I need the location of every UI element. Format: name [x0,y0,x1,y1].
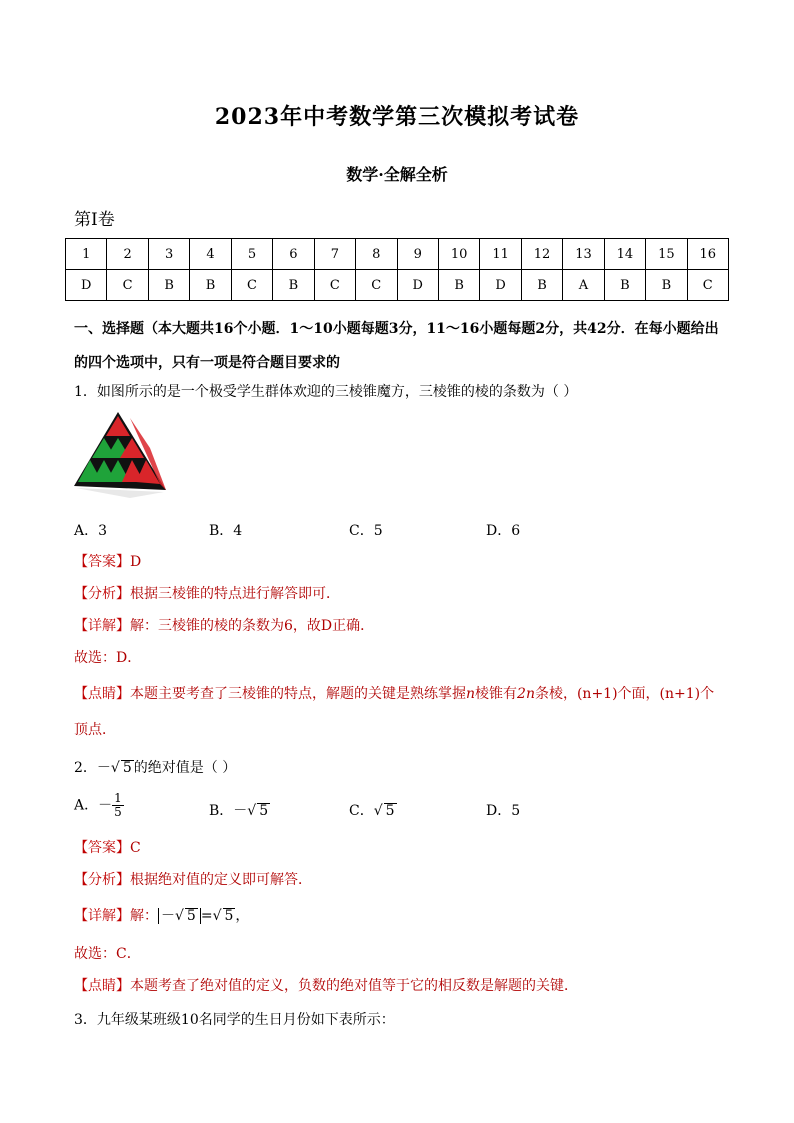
q1-option-c: C．5 [349,523,383,539]
q2-option-a-minus: － [98,797,113,814]
answer-table-answer-cell: B [604,270,645,301]
q3-stem: 3．九年级某班级10名同学的生日月份如下表所示： [74,1012,395,1028]
detail-text: 解：三棱锥的棱的条数为6，故D正确． [130,618,375,634]
q1-detail [74,616,374,636]
comment-n-plus-1-b: (n+1) [659,686,701,702]
q2-option-b [209,800,270,820]
abs-minus: － [161,908,175,924]
answer-table-number-cell: 11 [480,239,521,270]
result-radicand: 5 [224,908,234,924]
volume-label: 第Ⅰ卷 [74,210,115,230]
detail-end: ， [235,908,250,924]
answer-table-answer-cell: B [521,270,562,301]
equals-sign: = [200,908,213,924]
answer-table-number-cell: 10 [438,239,479,270]
answer-value: D [130,554,142,570]
q2-option-c [349,800,397,820]
sqrt-icon: √ [373,803,383,819]
answer-table-answer-cell: D [66,270,107,301]
abs-value-expression [158,908,201,924]
q2-stem [74,758,236,778]
q2-answer [74,838,141,858]
comment-text-g: 个 [700,686,715,702]
q1-option-b: B．4 [209,523,243,539]
answer-table-number-cell: 7 [314,239,355,270]
fraction-numerator: 1 [114,791,122,805]
answer-table-number-cell: 2 [107,239,148,270]
q1-comment-end: 顶点． [74,722,116,738]
answer-value: C [130,840,141,856]
answer-table-number-cell: 4 [190,239,231,270]
comment-text-b: 棱锥有 [475,686,518,702]
q2-option-b-radicand: 5 [259,803,269,819]
q2-stem-radicand: 5 [122,760,132,776]
q2-option-d: D．5 [486,803,521,819]
q2-option-a-fraction [112,792,124,819]
answer-table-answer-cell: B [438,270,479,301]
answer-table-answer-cell: C [231,270,272,301]
q2-choose: 故选：C． [74,946,141,962]
answer-table-number-cell: 6 [273,239,314,270]
section-heading-line1: 一、选择题（本大题共16个小题．1～10小题每题3分，11～16小题每题2分，共42分．在每小题给出 [74,321,719,337]
q2-option-b-label: B．－ [209,803,248,819]
answer-tag: 【答案】 [74,554,130,570]
comment-text: 本题考查了绝对值的定义，负数的绝对值等于它的相反数是解题的关键． [130,978,578,994]
analysis-tag: 【分析】 [74,872,130,888]
sqrt-icon: √ [110,760,120,776]
page-title: 2023年中考数学第三次模拟考试卷 [214,104,580,130]
q2-analysis [74,870,312,890]
q1-choose: 故选：D． [74,650,142,666]
q1-answer [74,552,141,572]
detail-tag: 【详解】 [74,908,130,924]
q2-option-c-radicand: 5 [385,803,395,819]
q1-option-d: D．6 [486,523,521,539]
q2-comment [74,976,578,996]
answer-table-number-cell: 8 [356,239,397,270]
q1-comment [74,684,714,704]
comment-text-e: 个面， [617,686,660,702]
fraction-denominator: 5 [114,805,122,819]
answer-table-numbers-row [66,239,729,270]
detail-tag: 【详解】 [74,618,130,634]
answer-table-answer-cell: D [480,270,521,301]
comment-text-a: 本题主要考查了三棱锥的特点，解题的关键是熟练掌握 [130,686,466,702]
comment-n: n [466,686,476,702]
comment-tag: 【点睛】 [74,686,130,702]
answer-table-answer-cell: B [646,270,687,301]
abs-radicand: 5 [186,908,196,924]
answer-table-number-cell: 16 [687,239,728,270]
q2-option-c-label: C． [349,803,374,819]
sqrt-icon: √ [247,803,257,819]
answer-table-number-cell: 15 [646,239,687,270]
comment-text-c: 条棱， [534,686,577,702]
answer-table-answer-cell: A [563,270,604,301]
q1-stem: 1．如图所示的是一个极受学生群体欢迎的三棱锥魔方，三棱锥的棱的条数为（ ） [74,384,578,400]
analysis-text: 根据三棱锥的特点进行解答即可． [130,586,340,602]
sqrt-icon: √ [212,908,222,924]
answer-table-number-cell: 14 [604,239,645,270]
q2-option-a-label: A． [74,797,99,814]
page-subtitle: 数学·全解全析 [346,165,448,184]
answer-table-answer-cell: C [356,270,397,301]
analysis-tag: 【分析】 [74,586,130,602]
answer-table-answer-cell: C [107,270,148,301]
answer-table-answer-cell: B [190,270,231,301]
q1-option-a: A．3 [74,523,108,539]
answer-table-number-cell: 3 [148,239,189,270]
answer-table-number-cell: 13 [563,239,604,270]
q2-detail [74,906,249,926]
analysis-text: 根据绝对值的定义即可解答． [130,872,312,888]
q2-option-a [74,792,124,819]
answer-table-number-cell: 9 [397,239,438,270]
detail-prefix: 解： [130,908,158,924]
sqrt-icon: √ [175,908,184,924]
q2-stem-prefix: 2． [74,760,97,776]
answer-table-answer-cell: B [273,270,314,301]
answer-table-answer-cell: D [397,270,438,301]
q1-analysis [74,584,340,604]
q2-stem-minus: － [96,760,111,776]
answer-table-number-cell: 5 [231,239,272,270]
answer-table-number-cell: 12 [521,239,562,270]
pyraminx-image [70,408,170,500]
answer-table-answer-cell: C [314,270,355,301]
comment-n-plus-1-a: (n+1) [576,686,618,702]
answer-table-answer-cell: B [148,270,189,301]
answer-table [65,238,729,301]
section-heading-line2: 的四个选项中，只有一项是符合题目要求的 [74,355,340,371]
answer-tag: 【答案】 [74,840,130,856]
answer-table-answers-row [66,270,729,301]
answer-table-answer-cell: C [687,270,728,301]
answer-table-number-cell: 1 [66,239,107,270]
comment-2n: 2n [517,686,535,702]
comment-tag: 【点睛】 [74,978,130,994]
q2-stem-suffix: 的绝对值是（ ） [133,760,237,776]
